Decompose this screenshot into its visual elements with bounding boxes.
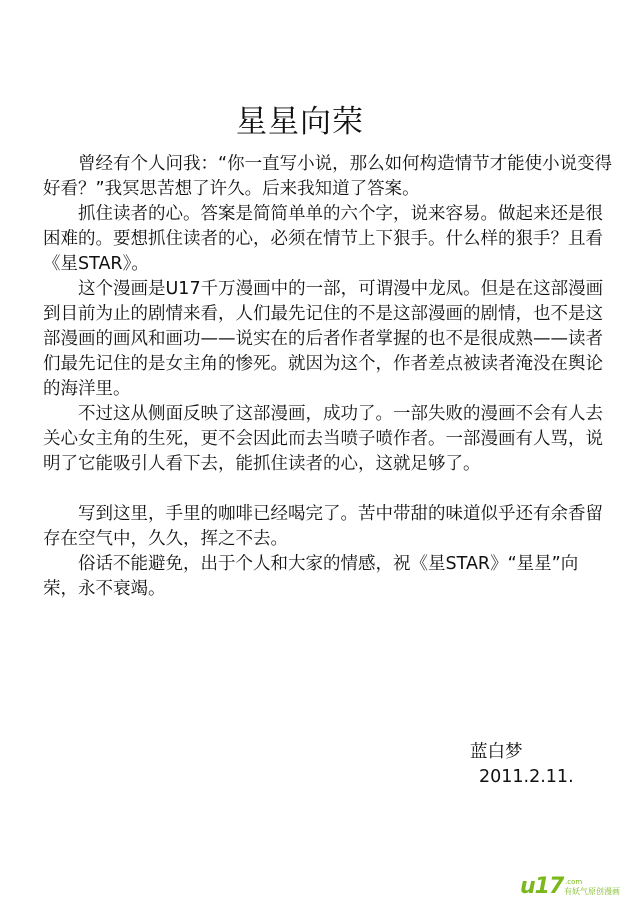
watermark-domain: .com: [565, 878, 583, 886]
paragraph-1: 曾经有个人问我：“你一直写小说，那么如何构造情节才能使小说变得好看？”我冥思苦想了许久。后来我知道了答案。: [43, 154, 613, 199]
signature-block: [469, 740, 574, 790]
u17-watermark: [520, 876, 632, 902]
paragraph-3: 这个漫画是U17千万漫画中的一部，可谓漫中龙凤。但是在这部漫画到目前为止的剧情来看，人们最先记住的不是这部漫画的剧情，也不是这部漫画的画风和画功——说实在的后者作者掌握的也不是很成熟——读者们最先记住的是女主角的惨死。就因为这个，作者差点被读者淹没在舆论的海洋里。: [43, 279, 604, 399]
watermark-slogan: 有妖气原创漫画: [564, 887, 620, 896]
author-name: 蓝白梦: [470, 742, 523, 762]
paragraph-5: 写到这里，手里的咖啡已经喝完了。苦中带甜的味道似乎还有余香留存在空气中，久久，挥之不去。: [43, 504, 603, 549]
essay-body: [43, 152, 613, 602]
page-title: 星星向荣: [236, 104, 364, 140]
paragraph-6: 俗话不能避免，出于个人和大家的情感，祝《星STAR》“星星”向荣，永不衰竭。: [43, 554, 579, 599]
paragraph-2: 抓住读者的心。答案是简简单单的六个字，说来容易。做起来还是很困难的。要想抓住读者的心，必须在情节上下狠手。什么样的狠手？且看《星STAR》。: [43, 204, 603, 274]
signature-date: 2011.2.11.: [479, 767, 574, 787]
u17-logo: u17: [520, 874, 564, 899]
paragraph-4: 不过这从侧面反映了这部漫画，成功了。一部失败的漫画不会有人去关心女主角的生死，更不会因此而去当喷子喷作者。一部漫画有人骂，说明了它能吸引人看下去，能抓住读者的心，这就足够了。: [43, 404, 603, 474]
